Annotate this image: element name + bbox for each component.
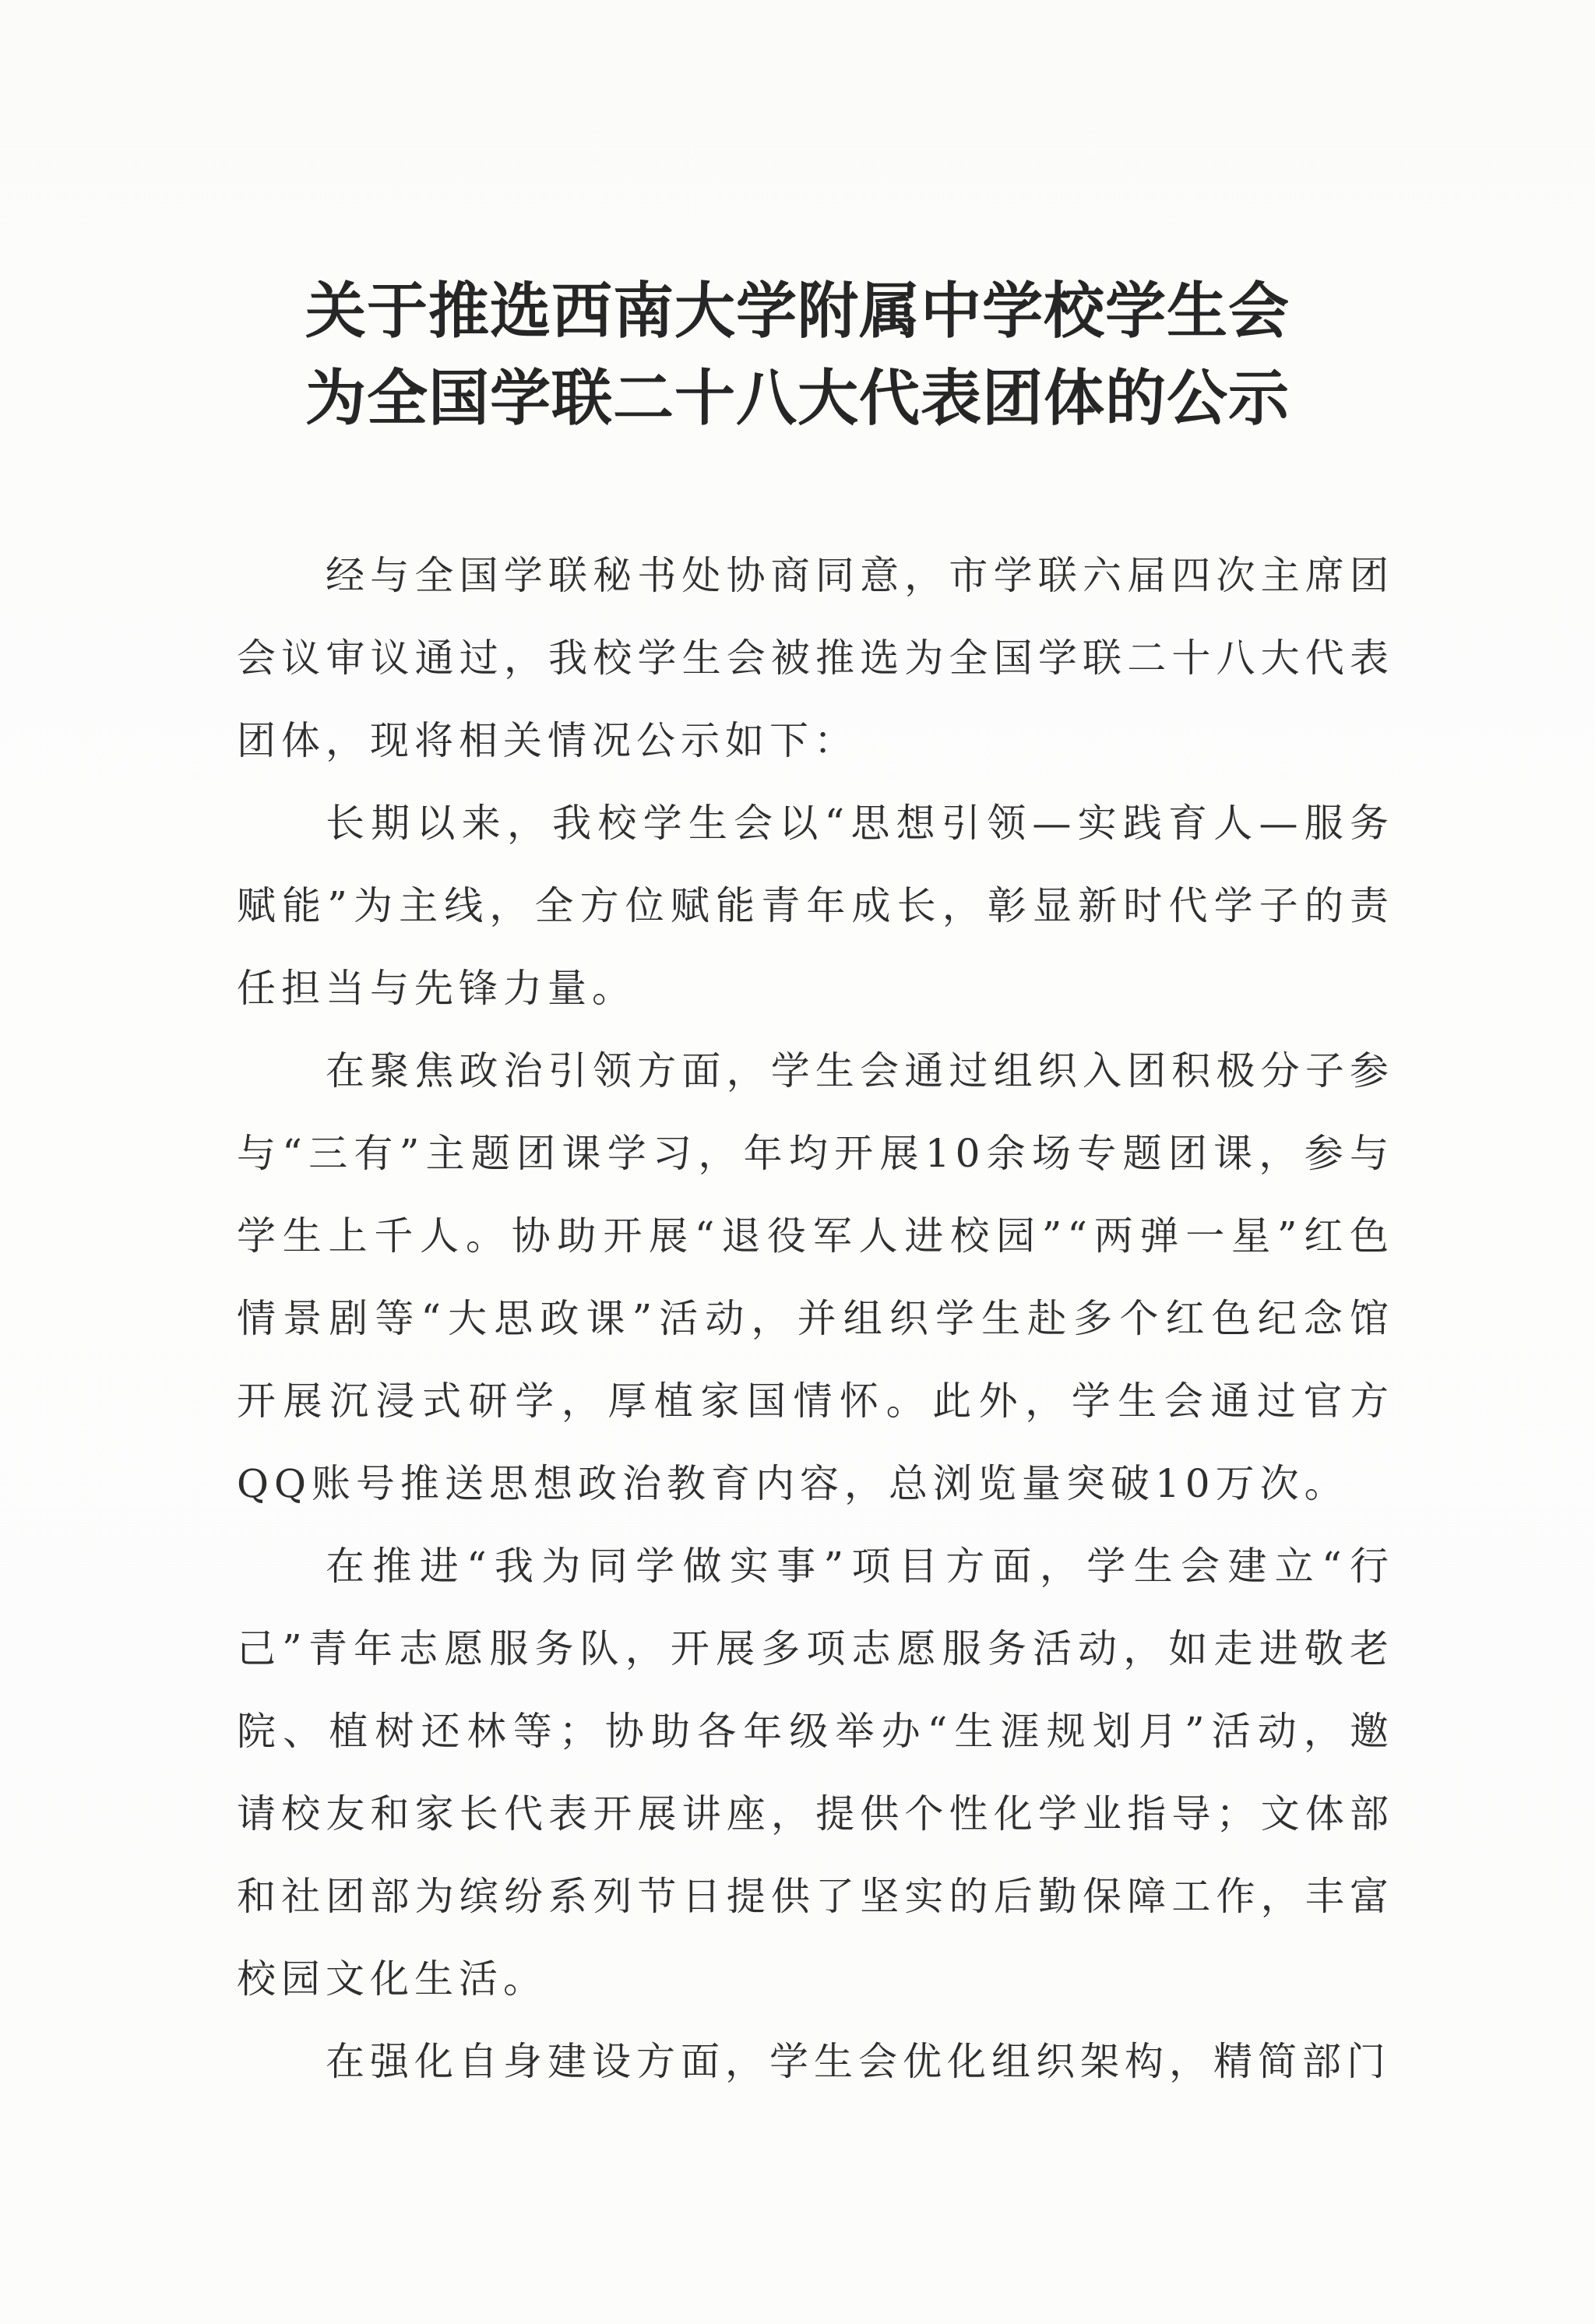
paragraph-intro: 经与全国学联秘书处协商同意，市学联六届四次主席团会议审议通过，我校学生会被推选为全国学联二十八大代表团体，现将相关情况公示如下： bbox=[237, 553, 1394, 763]
title-line-1: 关于推选西南大学附属中学校学生会 bbox=[305, 276, 1290, 347]
paragraph-practical-service: 在推进“我为同学做实事”项目方面，学生会建立“行己”青年志愿服务队，开展多项志愿服务活动，如走进敬老院、植树还林等；协助各年级举办“生涯规划月”活动，邀请校友和家长代表开展讲座，提供个性化学业指导；文体部和社团部为缤纷系列节日提供了坚实的后勤保障工作，丰富校园文化生活。 bbox=[237, 1544, 1394, 2002]
paragraph-self-construction: 在强化自身建设方面，学生会优化组织架构，精简部门 bbox=[326, 2039, 1391, 2084]
title-line-2: 为全国学联二十八大代表团体的公示 bbox=[305, 363, 1290, 434]
document-title bbox=[0, 268, 1595, 442]
document-body bbox=[237, 534, 1394, 2103]
paragraph-political-guidance: 在聚焦政治引领方面，学生会通过组织入团积极分子参与“三有”主题团课学习，年均开展10余场专题团课，参与学生上千人。协助开展“退役军人进校园”“两弹一星”红色情景剧等“大思政课”活动，并组织学生赴多个红色纪念馆开展沉浸式研学，厚植家国情怀。此外，学生会通过官方QQ账号推送思想政治教育内容，总浏览量突破10万次。 bbox=[237, 1048, 1394, 1506]
paragraph-mainline: 长期以来，我校学生会以“思想引领—实践育人—服务赋能”为主线，全方位赋能青年成长，彰显新时代学子的责任担当与先锋力量。 bbox=[237, 801, 1394, 1011]
